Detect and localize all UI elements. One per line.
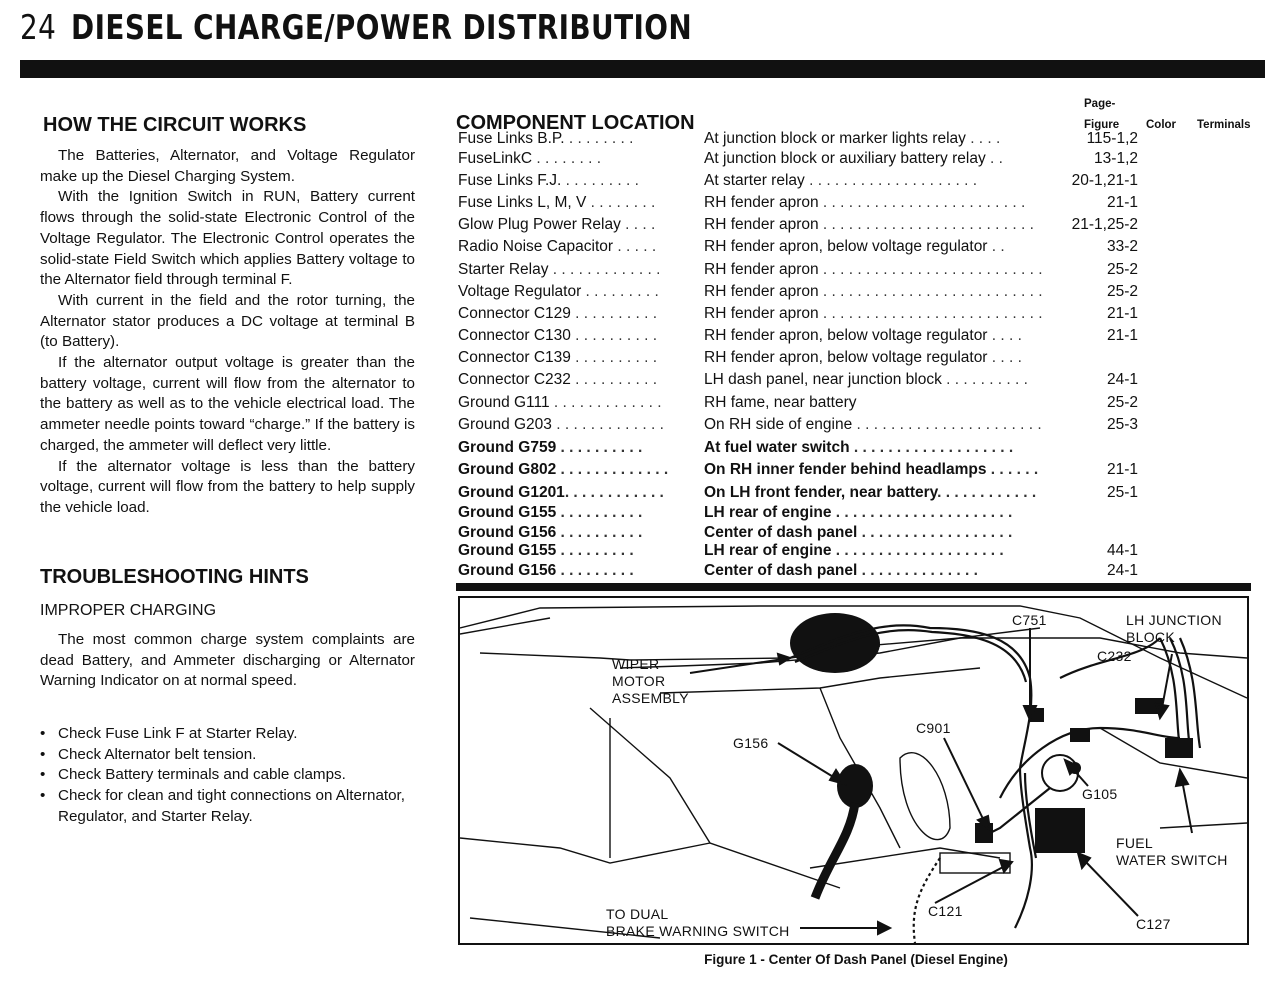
component-name: Voltage Regulator . . . . . . . . . [458,283,659,300]
column-header-terminals: Terminals [1197,119,1251,131]
component-name: Ground G155 . . . . . . . . . . [458,504,643,521]
list-item: • Check Alternator belt tension. [40,745,420,766]
component-name: Ground G111 . . . . . . . . . . . . . [458,394,662,411]
label-g105: G105 [1082,786,1118,802]
paragraph: If the alternator output voltage is greater than the battery voltage, current will flow from the alternator to the battery as well as to the vehicle electrical load. The ammeter needle points toward “charge.” If the battery is charged, the ammeter will deflect very little. [40,354,415,454]
component-name: Connector C139 . . . . . . . . . . [458,349,658,366]
page-figure: 21-1 [1106,194,1138,211]
component-location: RH fender apron . . . . . . . . . . . . . . . . . . . . . . . . . [704,216,1034,233]
page-figure: 21-1 [1106,461,1138,478]
component-location: On LH front fender, near battery. . . . . . . . . . . . [704,484,1037,501]
page-figure: 24-1 [1106,562,1138,579]
improper-charging-subheading: IMPROPER CHARGING [40,602,217,619]
component-location: On RH inner fender behind headlamps . . . . . . [704,461,1039,478]
paragraph: With current in the field and the rotor turning, the Alternator stator produces a DC voltage at terminal B (to Battery). [40,291,415,351]
component-location: LH dash panel, near junction block . . . . . . . . . . [704,371,1028,388]
component-location-heading: COMPONENT LOCATION [456,112,695,134]
component-name: Ground G1201. . . . . . . . . . . . [458,484,664,501]
component-name: Ground G156 . . . . . . . . . . [458,524,643,541]
label-c751: C751 [1012,612,1047,628]
paragraph: With the Ignition Switch in RUN, Battery current flows through the solid-state Electronic Control of the Voltage Regulator. The Electronic Control operates the solid-state Field Switch which applies Battery voltage to the Alternator field through terminal F. [40,188,415,289]
component-location: LH rear of engine . . . . . . . . . . . . . . . . . . . . [704,542,1004,559]
label-wiper: WIPER [612,656,660,672]
label-c127: C127 [1136,916,1171,932]
component-location: RH fender apron . . . . . . . . . . . . . . . . . . . . . . . . [704,194,1026,211]
component-name: Starter Relay . . . . . . . . . . . . . [458,261,661,278]
figure-rule [456,583,1251,591]
component-name: Ground G759 . . . . . . . . . . [458,439,643,456]
component-location: RH fender apron, below voltage regulator . . [704,238,1005,255]
component-location: RH fender apron, below voltage regulator . . . . [704,327,1022,344]
label-block: BLOCK [1126,629,1175,645]
troubleshooting-list [40,724,420,828]
page-figure: 44-1 [1106,542,1138,559]
list-item: • Check Fuse Link F at Starter Relay. [40,724,420,745]
page-figure: 25-2 [1106,283,1138,300]
page-figure: 25-1 [1106,484,1138,501]
label-g156: G156 [733,735,769,751]
component-location: RH fender apron . . . . . . . . . . . . . . . . . . . . . . . . . . [704,283,1043,300]
label-motor: MOTOR [612,673,666,689]
troubleshooting-heading: TROUBLESHOOTING HINTS [40,566,309,588]
component-location: Center of dash panel . . . . . . . . . . . . . . . . . . [704,524,1013,541]
page-figure: 33-2 [1106,238,1138,255]
paragraph: The most common charge system complaints are dead Battery, and Ammeter discharging or Alternator Warning Indicator on at normal speed. [40,631,415,690]
component-location: LH rear of engine . . . . . . . . . . . . . . . . . . . . . [704,504,1013,521]
component-name: Connector C232 . . . . . . . . . . [458,371,658,388]
label-c901: C901 [916,720,951,736]
paragraph: If the alternator voltage is less than the battery voltage, current will flow from the battery to help supply the vehicle load. [40,457,415,516]
component-location: RH fender apron . . . . . . . . . . . . . . . . . . . . . . . . . . [704,261,1043,278]
page-title: DIESEL CHARGE/POWER DISTRIBUTION [71,8,693,48]
label-lh-junction: LH JUNCTION [1126,612,1222,628]
figure-dash-panel [458,596,1249,945]
page-figure: 21-1 [1106,327,1138,344]
component-name: Fuse Links L, M, V . . . . . . . . [458,194,656,211]
page-figure: 25-2 [1106,261,1138,278]
component-location: At junction block or auxiliary battery relay . . [704,150,1003,167]
component-name: Ground G156 . . . . . . . . . [458,562,634,579]
column-header-figure: Figure [1084,119,1120,131]
component-name: Ground G203 . . . . . . . . . . . . . [458,416,664,433]
figure-caption: Figure 1 - Center Of Dash Panel (Diesel Engine) [704,952,1008,967]
component-location: On RH side of engine . . . . . . . . . . . . . . . . . . . . . . [704,416,1042,433]
how-circuit-works-text [40,146,415,519]
label-assembly: ASSEMBLY [612,690,689,706]
troubleshooting-intro [40,630,415,692]
component-name: Ground G802 . . . . . . . . . . . . . [458,461,669,478]
page-number: 24 [20,8,57,48]
component-location: RH fender apron, below voltage regulator . . . . [704,349,1022,366]
label-to-dual: TO DUAL [606,906,669,922]
page-figure: 115-1,2 [1086,130,1138,147]
component-name: Fuse Links B.P. . . . . . . . . [458,130,634,147]
column-header-page: Page- [1084,98,1116,110]
label-fuel: FUEL [1116,835,1153,851]
component-name: Fuse Links F.J. . . . . . . . . . [458,172,639,189]
label-c121: C121 [928,903,963,919]
component-name: Connector C129 . . . . . . . . . . [458,305,658,322]
paragraph: The Batteries, Alternator, and Voltage Regulator make up the Diesel Charging System. [40,147,415,185]
list-item: • Check for clean and tight connections on Alternator, Regulator, and Starter Relay. [40,786,420,827]
component-location: At fuel water switch . . . . . . . . . . . . . . . . . . . [704,439,1014,456]
page-figure: 21-1,25-2 [1071,216,1138,233]
page-header [20,8,692,48]
component-name: Glow Plug Power Relay . . . . [458,216,656,233]
component-location: RH fender apron . . . . . . . . . . . . . . . . . . . . . . . . . . [704,305,1043,322]
component-name: Ground G155 . . . . . . . . . [458,542,634,559]
label-c232: C232 [1097,648,1132,664]
list-item: • Check Battery terminals and cable clamps. [40,765,420,786]
page-figure: 13-1,2 [1094,150,1138,167]
page-figure: 21-1 [1106,305,1138,322]
page-figure: 25-3 [1106,416,1138,433]
column-header-color: Color [1146,119,1177,131]
component-name: FuseLinkC . . . . . . . . [458,150,601,167]
component-location: RH fame, near battery [704,394,857,411]
page-figure: 24-1 [1106,371,1138,388]
how-circuit-works-heading: HOW THE CIRCUIT WORKS [43,114,307,136]
page-figure: 20-1,21-1 [1071,172,1138,189]
component-location: At starter relay . . . . . . . . . . . . . . . . . . . . [704,172,978,189]
page-figure: 25-2 [1106,394,1138,411]
component-name: Radio Noise Capacitor . . . . . [458,238,657,255]
label-water-switch: WATER SWITCH [1116,852,1228,868]
component-location: At junction block or marker lights relay . . . . [704,130,1001,147]
header-rule [20,60,1265,78]
label-brake-warning-switch: BRAKE WARNING SWITCH [606,923,790,939]
component-name: Connector C130 . . . . . . . . . . [458,327,658,344]
component-location: Center of dash panel . . . . . . . . . . . . . . [704,562,978,579]
